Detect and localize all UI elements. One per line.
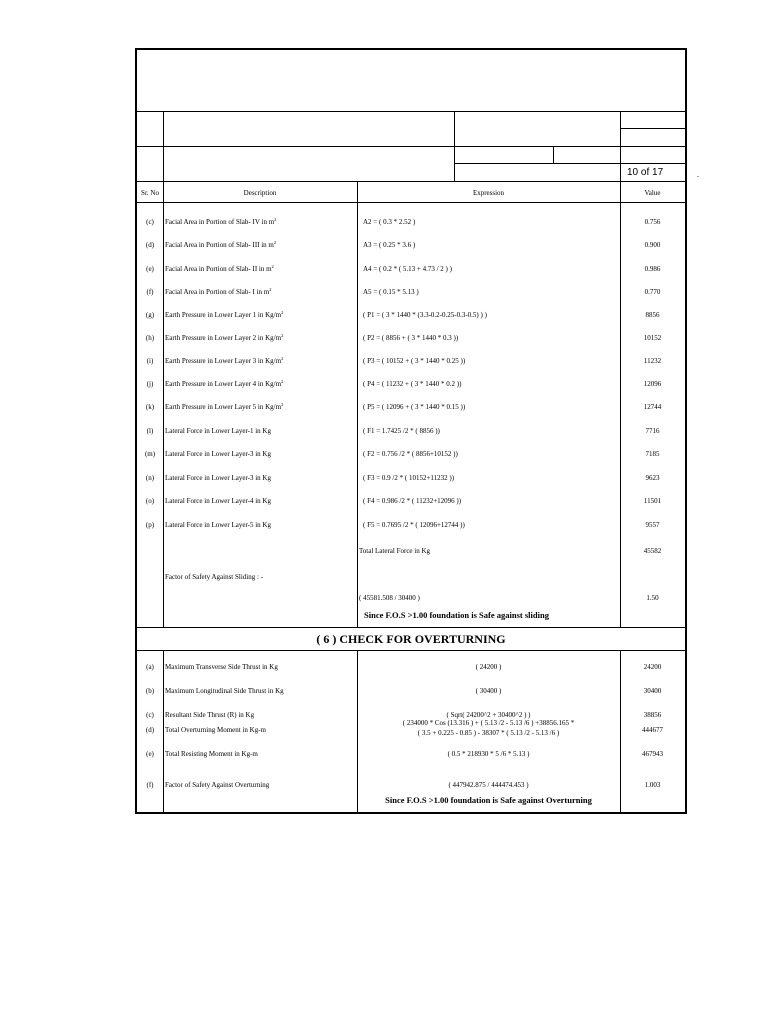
divider — [620, 128, 685, 129]
col-expression: Expression — [472, 189, 505, 197]
ot-row-expression: ( 0.5 * 218930 * 5 /6 * 5.13 ) — [447, 750, 530, 758]
row-description: Earth Pressure in Lower Layer 3 in $Kg/m^2$ — [165, 356, 284, 365]
superscript: 2 — [281, 333, 284, 338]
ot-row-description: Factor of Safety Against Overturning — [165, 781, 270, 789]
row-expression: ( F1 = 1.7425 /2 * ( 8856 )) — [363, 427, 440, 435]
row-expression: A3 = ( 0.25 * 3.6 ) — [363, 241, 416, 249]
ot-row-number: (f) — [146, 781, 154, 789]
total-lateral-label: Total Lateral Force in Kg — [359, 547, 431, 555]
divider — [357, 181, 358, 627]
row-number: (i) — [146, 357, 154, 365]
ot-row-number: (a) — [146, 663, 154, 671]
row-description: Facial Area in Portion of Slab- I in $m^2$ — [165, 287, 272, 296]
sliding-value: 1.50 — [646, 594, 659, 602]
superscript: 2 — [281, 310, 284, 315]
divider — [454, 163, 685, 164]
ot-row-number: (e) — [146, 750, 154, 758]
row-number: (e) — [146, 265, 154, 273]
row-value: 0.986 — [644, 265, 661, 273]
row-number: (f) — [146, 288, 154, 296]
section-title: ( 6 ) CHECK FOR OVERTURNING — [316, 632, 506, 646]
row-number: (k) — [145, 403, 155, 411]
divider — [553, 146, 554, 163]
stray-mark: . — [697, 170, 699, 179]
row-value: 11232 — [643, 357, 662, 365]
ot-row-value: 38856 — [643, 711, 662, 719]
sliding-result: Since F.O.S >1.00 foundation is Safe against sliding — [364, 610, 549, 620]
divider — [163, 111, 164, 181]
ot-row-description: Maximum Longitudinal Side Thrust in Kg — [165, 687, 284, 695]
ot-row-description: Total Overturning Moment in Kg-m — [165, 726, 266, 734]
row-value: 0.900 — [644, 241, 661, 249]
row-value: 11501 — [643, 497, 662, 505]
superscript: 2 — [281, 379, 284, 384]
row-value: 0.756 — [644, 218, 661, 226]
row-expression: ( F4 = 0.986 /2 * ( 11232+12096 )) — [363, 497, 462, 505]
row-value: 7716 — [645, 427, 660, 435]
page-number: 10 of 17 — [627, 167, 664, 178]
divider — [137, 181, 685, 182]
row-number: (g) — [145, 311, 155, 319]
divider — [454, 111, 455, 181]
row-expression: ( F5 = 0.7695 /2 * ( 12096+12744 )) — [363, 521, 465, 529]
ot-row-number: (d) — [145, 726, 155, 734]
superscript: 2 — [281, 402, 284, 407]
col-description: Description — [243, 189, 277, 197]
divider — [137, 202, 685, 203]
superscript: 2 — [271, 264, 274, 269]
superscript: 2 — [274, 217, 277, 222]
divider — [620, 111, 621, 181]
ot-row-value: 1.003 — [644, 781, 661, 789]
sliding-label: Factor of Safety Against Sliding : - — [165, 573, 263, 581]
row-expression: A2 = ( 0.3 * 2.52 ) — [363, 218, 416, 226]
row-expression: ( P3 = ( 10152 + ( 3 * 1440 * 0.25 )) — [363, 357, 466, 365]
row-value: 12744 — [643, 403, 662, 411]
row-description: Lateral Force in Lower Layer-3 in Kg — [165, 474, 271, 482]
ot-row-description: Total Resisting Moment in Kg-m — [165, 750, 258, 758]
ot-row-number: (c) — [146, 711, 154, 719]
row-number: (o) — [145, 497, 155, 505]
col-srno: Sr. No — [141, 189, 159, 197]
divider — [137, 650, 685, 651]
ot-row-number: (b) — [145, 687, 155, 695]
ot-row-expression: ( 234000 * Cos (13.316 ) + ( 5.13 /2 - 5.13 /6 ) +38856.165 * — [402, 719, 575, 727]
row-number: (c) — [146, 218, 154, 226]
document-page — [135, 48, 687, 814]
row-description: Earth Pressure in Lower Layer 5 in $Kg/m^2$ — [165, 402, 284, 411]
superscript: 2 — [269, 287, 272, 292]
divider — [137, 627, 685, 628]
divider — [137, 111, 685, 112]
row-value: 12096 — [643, 380, 662, 388]
superscript: 2 — [281, 356, 284, 361]
row-description: Facial Area in Portion of Slab- II in $m^2$ — [165, 264, 274, 273]
ot-row-description: Maximum Transverse Side Thrust in Kg — [165, 663, 278, 671]
ot-row-value: 30400 — [643, 687, 662, 695]
row-number: (n) — [145, 474, 155, 482]
row-description: Lateral Force in Lower Layer-4 in Kg — [165, 497, 271, 505]
row-number: (h) — [145, 334, 155, 342]
ot-row-description: Resultant Side Thrust (R) in Kg — [165, 711, 255, 719]
row-value: 10152 — [643, 334, 662, 342]
row-expression: ( P4 = ( 11232 + ( 3 * 1440 * 0.2 )) — [363, 380, 462, 388]
row-description: Earth Pressure in Lower Layer 4 in $Kg/m^2$ — [165, 379, 284, 388]
row-number: (d) — [145, 241, 155, 249]
row-number: (l) — [146, 427, 154, 435]
divider — [137, 146, 685, 147]
row-number: (p) — [145, 521, 155, 529]
row-expression: A5 = ( 0.15 * 5.13 ) — [363, 288, 419, 296]
ot-result: Since F.O.S >1.00 foundation is Safe against Overturning — [385, 795, 592, 805]
row-expression: ( P1 = ( 3 * 1440 * (3.3-0.2-0.25-0.3-0.5) ) ) — [363, 311, 487, 319]
col-value: Value — [644, 189, 661, 197]
row-description: Earth Pressure in Lower Layer 2 in $Kg/m^2$ — [165, 333, 284, 342]
row-value: 8856 — [645, 311, 660, 319]
ot-row-value: 444677 — [642, 726, 663, 734]
row-description: Facial Area in Portion of Slab- III in $m^2$ — [165, 240, 277, 249]
superscript: 2 — [273, 240, 277, 245]
ot-row-expression: ( 30400 ) — [475, 687, 502, 695]
divider — [163, 650, 164, 812]
ot-row-value: 467943 — [642, 750, 663, 758]
row-value: 0.770 — [644, 288, 661, 296]
row-description: Lateral Force in Lower Layer-3 in Kg — [165, 450, 271, 458]
row-expression: ( F2 = 0.756 /2 * ( 8856+10152 )) — [363, 450, 458, 458]
row-value: 7185 — [645, 450, 660, 458]
sliding-expression: ( 45581.508 / 30400 ) — [359, 594, 420, 602]
ot-row-expression-cont: ( 3.5 + 0.225 - 0.85 ) - 38307 * ( 5.13 /2 - 5.13 /6 ) — [417, 729, 560, 737]
row-description: Facial Area in Portion of Slab- IV in $m^2$ — [165, 217, 277, 226]
row-description: Lateral Force in Lower Layer-5 in Kg — [165, 521, 271, 529]
row-expression: ( P5 = ( 12096 + ( 3 * 1440 * 0.15 )) — [363, 403, 466, 411]
row-value: 9623 — [645, 474, 660, 482]
row-expression: A4 = ( 0.2 * ( 5.13 + 4.73 / 2 ) ) — [363, 265, 452, 273]
row-number: (j) — [146, 380, 154, 388]
row-number: (m) — [144, 450, 156, 458]
divider — [163, 181, 164, 627]
row-expression: ( P2 = ( 8856 + ( 3 * 1440 * 0.3 )) — [363, 334, 459, 342]
row-description: Lateral Force in Lower Layer-1 in Kg — [165, 427, 271, 435]
row-expression: ( F3 = 0.9 /2 * ( 10152+11232 )) — [363, 474, 455, 482]
total-lateral-value: 45582 — [643, 547, 662, 555]
ot-row-expression: ( 24200 ) — [475, 663, 502, 671]
ot-row-expression: ( 447942.875 / 444474.453 ) — [448, 781, 529, 789]
ot-row-expression: ( Sqrt( 24200^2 + 30400^2 ) ) — [446, 711, 531, 719]
ot-row-value: 24200 — [643, 663, 662, 671]
row-description: Earth Pressure in Lower Layer 1 in $Kg/m^2$ — [165, 310, 284, 319]
row-value: 9557 — [645, 521, 660, 529]
